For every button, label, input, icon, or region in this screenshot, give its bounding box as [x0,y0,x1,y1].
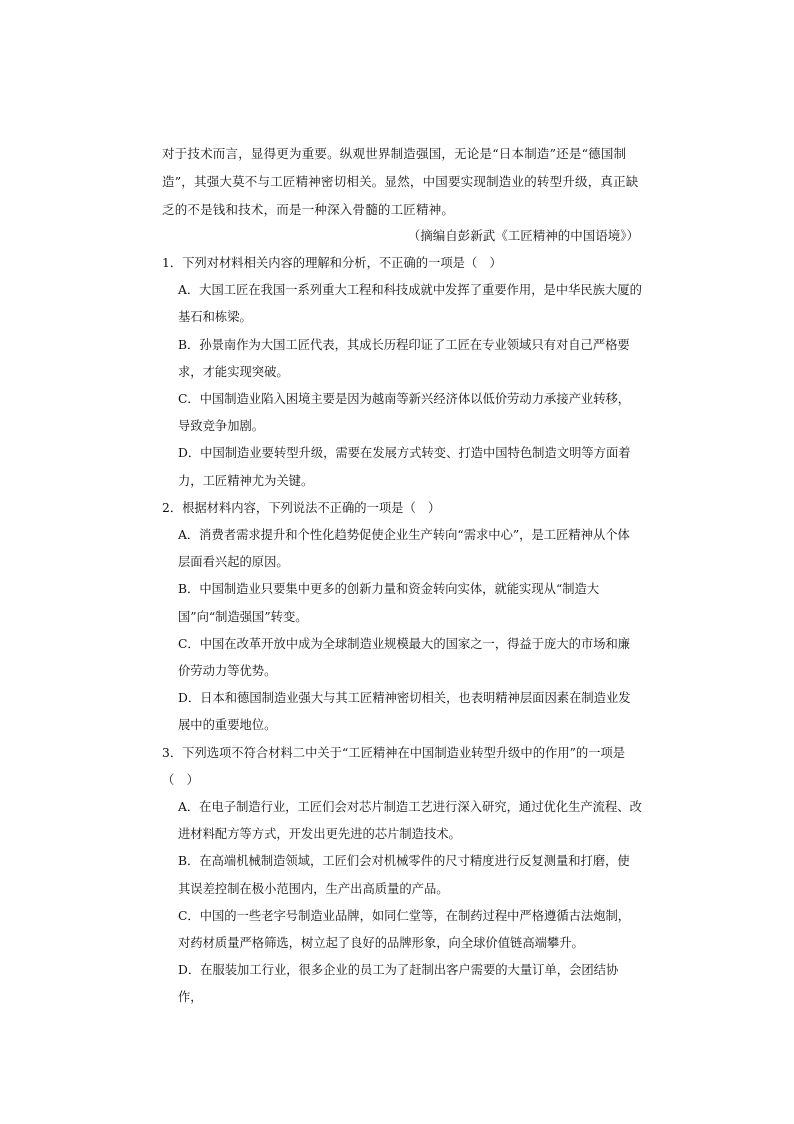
option-a: A．在电子制造行业，工匠们会对芯片制造工艺进行深入研究，通过优化生产流程、改进材料配方等方式，开发出更先进的芯片制造技术。 [178,800,642,842]
question-list [162,250,642,1012]
option-b: B．中国制造业只要集中更多的创新力量和资金转向实体，就能实现从“制造大国”向“制造强国”转变。 [178,582,600,624]
option-c: C．中国制造业陷入困境主要是因为越南等新兴经济体以低价劳动力承接产业转移，导致竞争加剧。 [178,392,631,434]
passage-source: （摘编自彭新武《工匠精神的中国语境》） [407,228,639,243]
option-b: B．在高端机械制造领域，工匠们会对机械零件的尺寸精度进行反复测量和打磨，使其误差控制在极小范围内，生产出高质量的产品。 [178,854,630,896]
option-d: D．日本和德国制造业强大与其工匠精神密切相关，也表明精神层面因素在制造业发展中的重要地位。 [178,691,631,733]
option-a: A．消费者需求提升和个性化趋势促使企业生产转向“需求中心”，是工匠精神从个体层面看兴起的原因。 [178,528,630,570]
option-b: B．孙景南作为大国工匠代表，其成长历程印证了工匠在专业领域只有对自己严格要求，才能实现突破。 [178,337,630,379]
passage-paragraph: 对于技术而言，显得更为重要。纵观世界制造强国，无论是“日本制造”还是“德国制造”，其强大莫不与工匠精神密切相关。显然，中国要实现制造业的转型升级，真正缺乏的不是钱和技术，而是一种深入骨髓的工匠精神。 [162,146,639,217]
question-2 [162,495,642,740]
option-d: D．中国制造业要转型升级，需要在发展方式转变、打造中国特色制造文明等方面着力，工匠精神尤为关键。 [178,446,631,488]
question-stem: 2．根据材料内容，下列说法不正确的一项是（ ） [162,500,441,515]
passage [162,140,642,224]
option-c: C．中国在改革开放中成为全球制造业规模最大的国家之一，得益于庞大的市场和廉价劳动力等优势。 [178,636,631,679]
question-1 [162,250,642,495]
option-d: D．在服装加工行业，很多企业的员工为了赶制出客户需要的大量订单，会团结协作， [178,963,619,1005]
option-c: C．中国的一些老字号制造业品牌，如同仁堂等，在制药过程中严格遵循古法炮制，对药材质量严格筛选，树立起了良好的品牌形象，向全球价值链高端攀升。 [178,908,631,951]
question-stem: 3．下列选项不符合材料二中关于“工匠精神在中国制造业转型升级中的作用”的一项是（ ） [162,745,626,787]
question-3 [162,740,642,1012]
option-a: A．大国工匠在我国一系列重大工程和科技成就中发挥了重要作用，是中华民族大厦的基石和栋梁。 [178,283,642,325]
question-stem: 1．下列对材料相关内容的理解和分析，不正确的一项是（ ） [162,256,502,270]
